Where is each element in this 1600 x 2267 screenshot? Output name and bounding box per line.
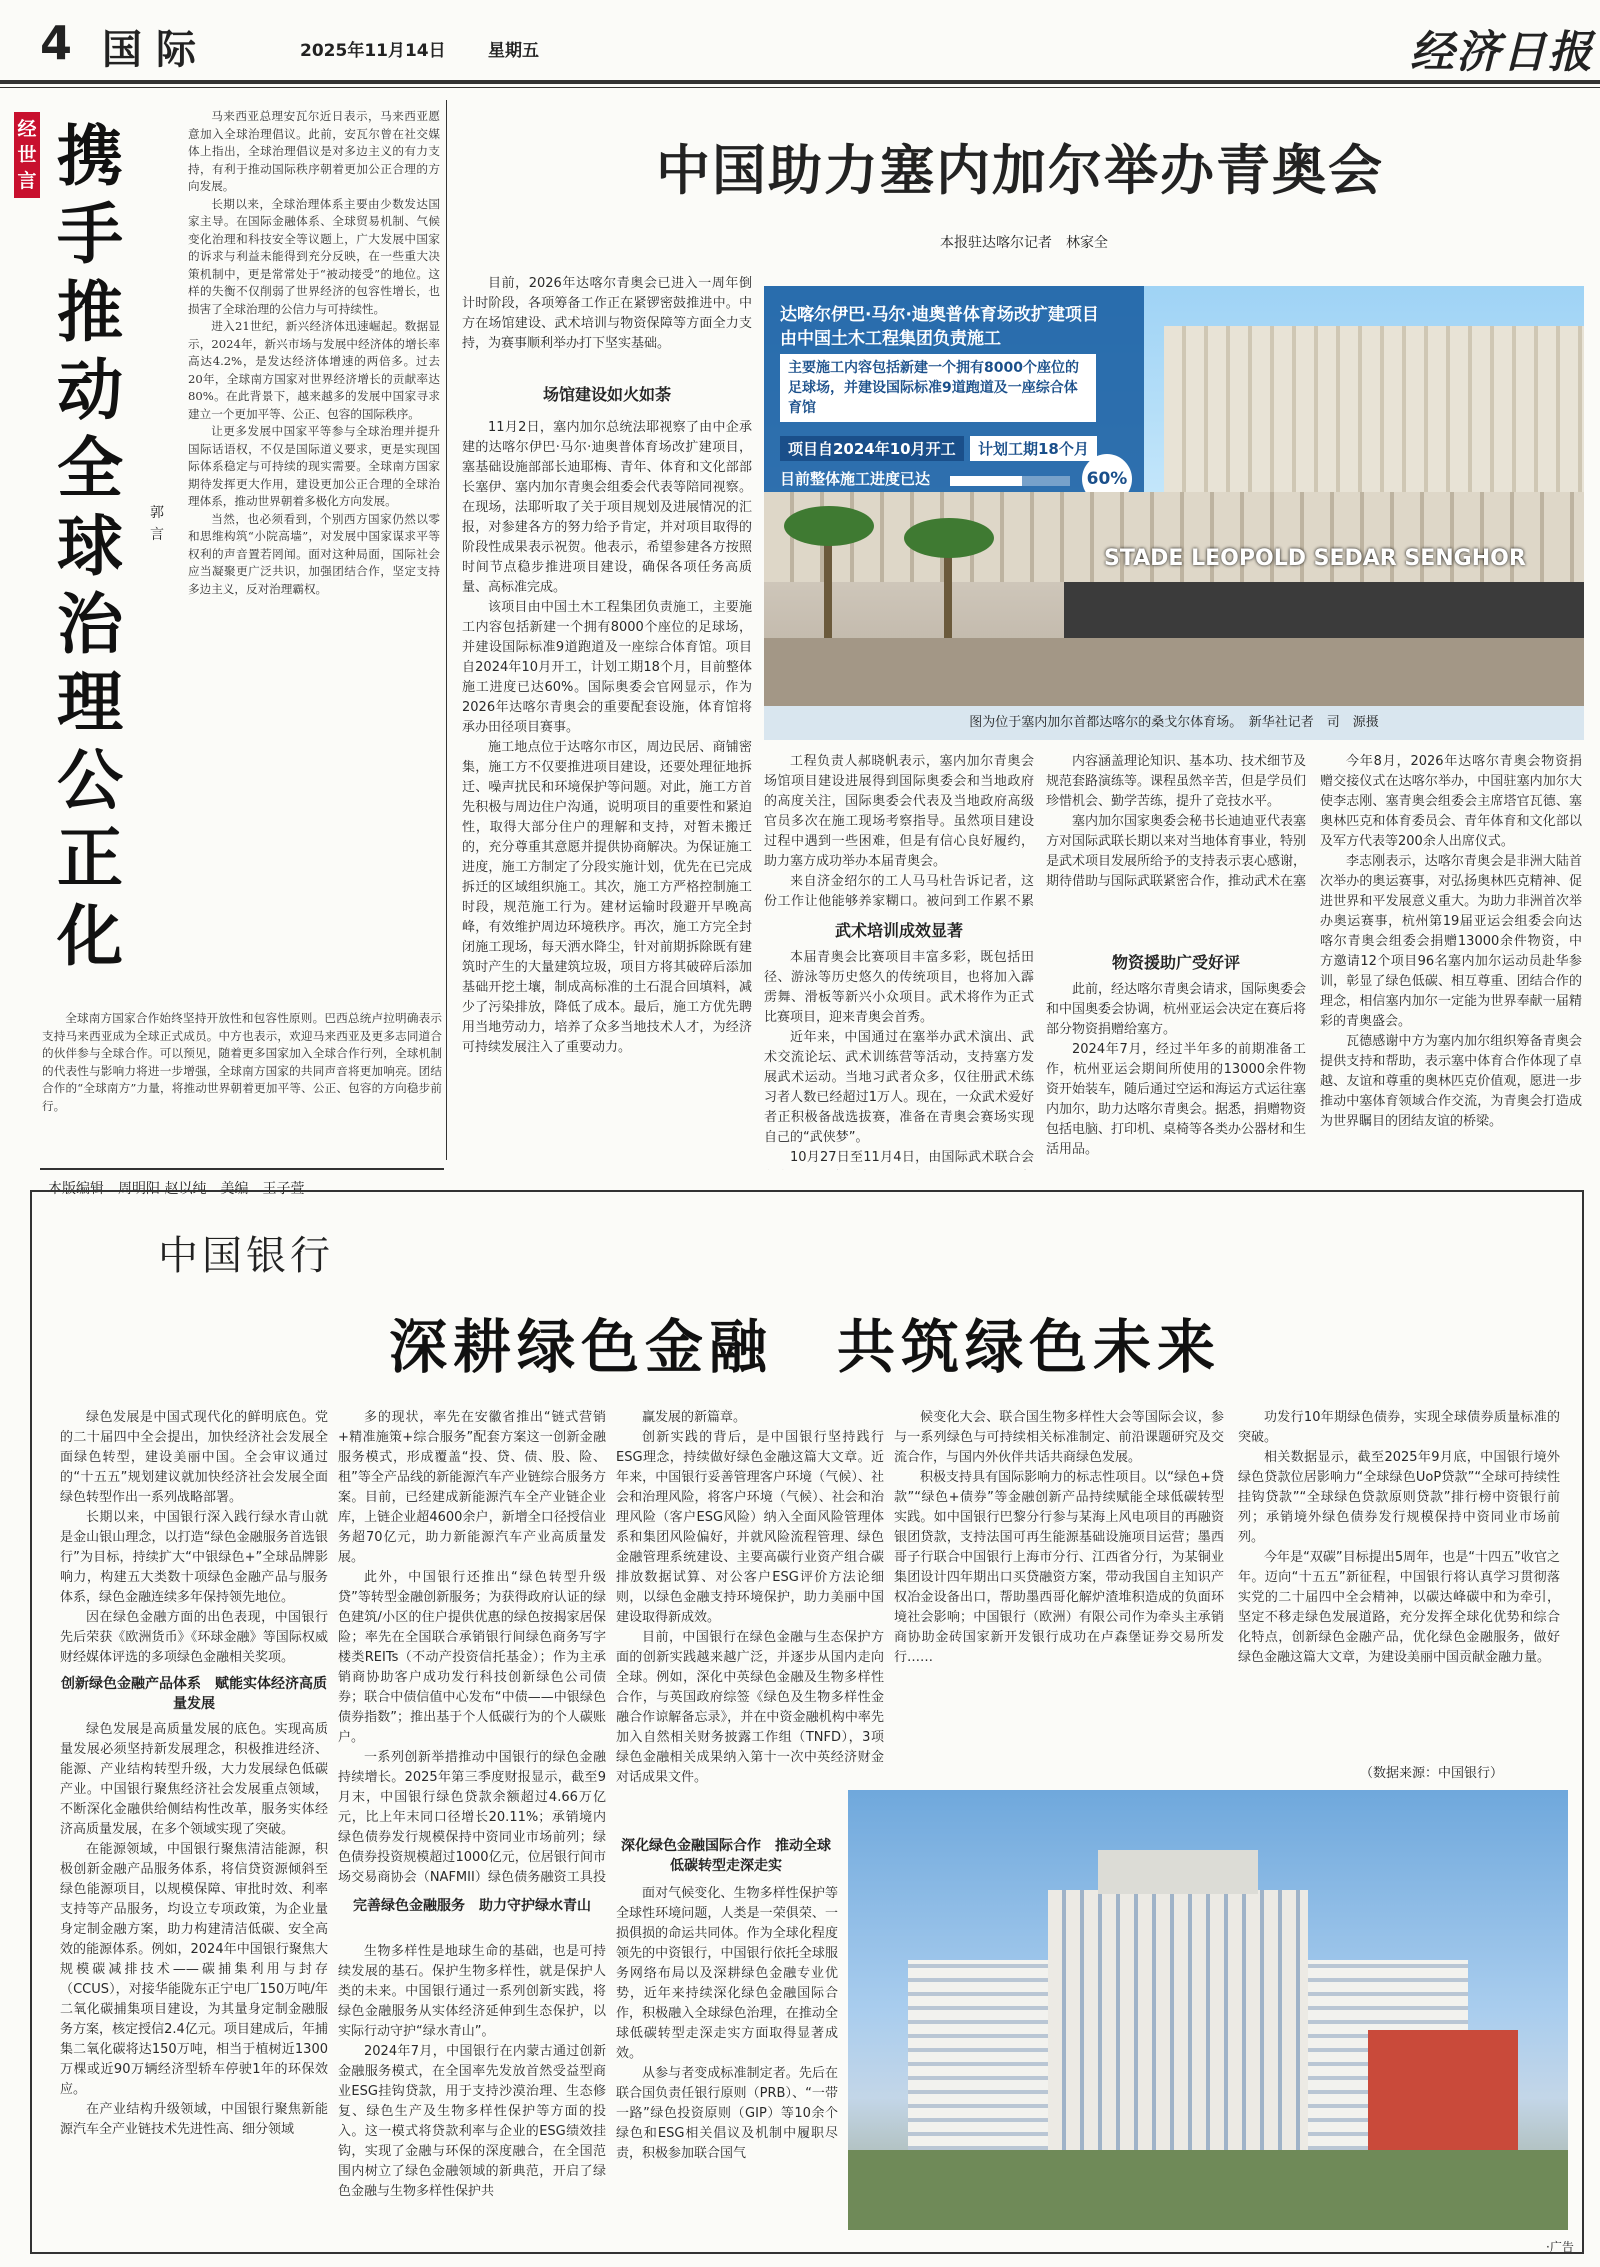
article-paragraph: 工程负责人郝晓帆表示，塞内加尔青奥会场馆项目建设进展得到国际奥委会和当地政府的高度关注，国际奥委会代表及当地政府高级官员多次在施工现场考察指导。虽然项目建设过程中遇到一些困难，但是有信心良好履约，助力塞方成功举办本届青奥会。: [764, 754, 1034, 869]
bank-paragraph: 多的现状，率先在安徽省推出“链式营销+精准施策+综合服务”配套方案这一创新金融服务模式，形成覆盖“投、贷、债、股、险、租”等全产品线的新能源汽车产业链综合服务方案。目前，已经建成新能源汽车全产业链企业库，上链企业超4600余户，新增全口径授信业务超70亿元，助力新能源汽车产业高质量发展。: [338, 1410, 606, 1565]
article-column-3b: [1046, 980, 1306, 1170]
bank-column-5: [1238, 1408, 1560, 1760]
bank-paragraph: 面对气候变化、生物多样性保护等全球性环境问题，人类是一荣俱荣、一损俱损的命运共同体。作为全球化程度领先的中资银行，中国银行依托全球服务网络布局以及深耕绿色金融专业优势，近年来持续深化绿色金融国际合作，积极融入全球绿色治理，在推动全球低碳转型走深走实方面取得显著成效。: [616, 1886, 838, 2061]
article-paragraph: 近年来，中国通过在塞举办武术演出、武术交流论坛、武术训练营等活动，支持塞方发展武术运动。当地习武者众多，仅往册武术练习者人数已经超过1万人。现在，一众武术爱好者正积极备战选拔赛，准备在青奥会赛场实现自己的“武侠梦”。: [764, 1030, 1034, 1145]
editor-label: 本版编辑: [48, 1181, 104, 1197]
advertisement-mark: ·广告: [1546, 2240, 1574, 2254]
bank-building-photo: [848, 1790, 1568, 2230]
staff-rule: [40, 1168, 444, 1170]
progress-track: [950, 476, 1070, 486]
article-paragraph: 今年8月，2026年达喀尔青奥会物资捐赠交接仪式在达喀尔举办，中国驻塞内加尔大使李志刚、塞青奥会组委会主席塔官瓦德、塞奥林匹克和体育委员会、青年体育和文化部以及军方代表等200余人出席仪式。: [1320, 754, 1582, 849]
article-column-2b: [764, 948, 1034, 1170]
plaza-ground: [764, 638, 1584, 706]
editorial-headline: 携手推动全球治理公正化: [57, 118, 123, 975]
article-column-1: [462, 418, 752, 1168]
stadium-photo: [764, 286, 1584, 706]
article-paragraph: 本届青奥会比赛项目丰富多彩，既包括田径、游泳等历史悠久的传统项目，也将加入霹雳舞、滑板等新兴小众项目。武术将作为正式比赛项目，迎来青奥会首秀。: [764, 950, 1034, 1025]
bank-name: 中国银行: [158, 1233, 334, 1279]
editor-names: 周明阳 赵以纯: [118, 1181, 207, 1197]
article-paragraph: 李志刚表示，达喀尔青奥会是非洲大陆首次举办的奥运赛事，对弘扬奥林匹克精神、促进世界和平发展意义重大。为助力非洲首次举办奥运赛事，杭州第19届亚运会组委会向达喀尔青奥会组委会捐赠13000余件物资，中方邀请12个项目96名塞内加尔运动员赴华参训，彰显了绿色低碳、相互尊重、团结合作的理念，相信塞内加尔一定能为世界奉献一届精彩的青奥盛会。: [1320, 854, 1582, 1029]
bank-column-2b: [338, 1942, 606, 2232]
photo-period: 计划工期18个月: [970, 436, 1097, 461]
article-paragraph: 内容涵盖理论知识、基本功、技术细节及规范套路演练等。课程虽然辛苦，但是学员们珍惜机会、勤学苦练，提升了竞技水平。: [1046, 754, 1306, 809]
subheading-venues: 场馆建设如火如荼: [542, 385, 671, 404]
article-column-3: [1046, 752, 1306, 892]
editorial-closing: [42, 1010, 442, 1115]
editorial-author: 郭言: [150, 505, 164, 543]
column-divider: [446, 100, 447, 1160]
newspaper-logo: 经济日报: [1410, 27, 1594, 78]
bank-trees: [848, 2150, 1568, 2230]
editorial-paragraph: 马来西亚总理安瓦尔近日表示，马来西亚愿意加入全球治理倡议。此前，安瓦尔曾在社交媒体上指出，全球治理倡议是对多边主义的有力支持，有利于推动国际秩序朝着更加公正合理的方向发展。: [188, 109, 440, 193]
bank-headline: 深耕绿色金融 共筑绿色未来: [388, 1313, 1221, 1381]
photo-caption: 图为位于塞内加尔首都达喀尔的桑戈尔体育场。 新华社记者 司 源摄: [764, 706, 1584, 740]
editorial-paragraph: 当然，也必须看到，个别西方国家仍然以零和思维构筑“小院高墙”，对发展中国家谋求平等权利的声音置若罔闻。面对这种局面，国际社会应当凝聚更广泛共识，加强团结合作，坚定支持多边主义，反对治理霸权。: [188, 511, 440, 596]
bank-paragraph: 创新实践的背后，是中国银行坚持践行ESG理念，持续做好绿色金融这篇大文章。近年来，中国银行妥善管理客户环境（气候）、社会和治理风险，将客户环境（气候）、社会和治理风险（客户ESG风险）纳入全面风险管理体系和集团风险偏好，并就风险流程管理、绿色金融管理系统建设、主要高碳行业资产组合碳排放数据试算、对公客户ESG评价方法论细则，以绿色金融支持环境保护，助力美丽中国建设取得新成效。: [616, 1430, 884, 1625]
bank-paragraph: 一系列创新举措推动中国银行的绿色金融持续增长。2025年第三季度财报显示，截至9月末，中国银行绿色贷款余额超过4.66万亿元，比上年末同口径增长20.11%；承销境内绿色债券发行规模保持中资同业市场前列；绿色债券投资规模超过1000亿元，位居银行间市场交易商协会（NAFMII）绿色债务融资工具投: [338, 1750, 606, 1885]
bank-subheading-2: 完善绿色金融服务 助力守护绿水青山: [353, 1898, 591, 1914]
article-paragraph: 2024年7月，经过半年多的前期准备工作，杭州亚运会期间所使用的13000余件物资开始装车，随后通过空运和海运方式运往塞内加尔，助力达喀尔青奥会。据悉，捐赠物资包括电脑、打印机、桌椅等各类办公器材和生活用品。: [1046, 1042, 1306, 1157]
photo-progress-label: 目前整体施工进度已达: [780, 470, 931, 488]
bank-paragraph: 此外，中国银行还推出“绿色转型升级贷”等转型金融创新服务；为获得政府认证的绿色建筑/小区的住户提供优惠的绿色按揭家居保险；率先在全国联合承销银行间绿色商务写字楼类REITs（不动产投资信托基金）；作为主承销商协助客户成功发行科技创新绿色公司债券；联合中债信值中心发布“中债——中银绿色债券指数”；推出基于个人低碳行为的个人碳账户。: [338, 1570, 606, 1745]
issue-date: 2025年11月14日: [300, 41, 446, 61]
bank-column-1b: [60, 1720, 328, 2230]
bank-data-source: （数据来源：中国银行）: [1360, 1766, 1504, 1781]
bank-paragraph: 长期以来，中国银行深入践行绿水青山就是金山银山理念，以打造“绿色金融服务首选银行”为目标，持续扩大“中银绿色+”全球品牌影响力，构建五大类数十项绿色金融产品与服务体系，绿色金融连续多年保持领先地位。: [60, 1510, 328, 1605]
bank-column-3b: [616, 1884, 838, 2232]
article-paragraph: 此前，经达喀尔青奥会请求，国际奥委会和中国奥委会协调，杭州亚运会决定在赛后将部分物资捐赠给塞方。: [1046, 982, 1306, 1037]
bank-paragraph: 绿色发展是中国式现代化的鲜明底色。党的二十届四中全会提出，加快经济社会发展全面绿色转型，建设美丽中国。全会审议通过的“十五五”规划建议就加快经济社会发展全面绿色转型作出一系列战略部署。: [60, 1410, 328, 1505]
bank-paragraph: 候变化大会、联合国生物多样性大会等国际会议，参与一系列绿色与可持续相关标准制定、前沿课题研究及交流合作，与国内外伙伴共话共商绿色发展。: [894, 1410, 1224, 1465]
article-paragraph: 塞内加尔国家奥委会秘书长迪迪亚代表塞方对国际武联长期以来对当地体育事业，特别是武术项目发展所给予的支持表示衷心感谢，期待借助与国际武联紧密合作，推动武术在塞: [1046, 814, 1306, 889]
bank-paragraph: 生物多样性是地球生命的基础，也是可持续发展的基石。保护生物多样性，就是保护人类的未来。中国银行通过一系列创新实践，将绿色金融服务从实体经济延伸到生态保护，以实际行动守护“绿水青山”。: [338, 1944, 606, 2039]
bank-subheading-3: 深化绿色金融国际合作 推动全球低碳转型走深走实: [621, 1838, 831, 1874]
bank-paragraph: 今年是“双碳”目标提出5周年，也是“十四五”收官之年。迈向“十五五”新征程，中国银行将认真学习贯彻落实党的二十届四中全会精神，以碳达峰碳中和为牵引，坚定不移走绿色发展道路，充分发挥全球化优势和综合化特点，创新绿色金融产品，优化绿色金融服务，做好绿色金融这篇大文章，为建设美丽中国贡献金融力量。: [1238, 1550, 1560, 1665]
lead-paragraph: 目前，2026年达喀尔青奥会已进入一周年倒计时阶段，各项筹备工作正在紧锣密鼓推进中。中方在场馆建设、武术培训与物资保障等方面全力支持，为赛事顺利举办打下坚实基础。: [462, 276, 752, 351]
photo-scope-box: 主要施工内容包括新建一个拥有8000个座位的足球场，并建设国际标准9道跑道及一座综合体育馆: [780, 354, 1096, 422]
bank-red-facade: [1368, 2030, 1518, 2150]
article-paragraph: 11月2日，塞内加尔总统法耶视察了由中企承建的达喀尔伊巴·马尔·迪奥普体育场改扩建项目，塞基础设施部部长迪耶梅、青年、体育和文化部部长塞伊、塞内加尔青奥会组委会代表等陪同视察。在现场，法耶听取了关于项目规划及进展情况的汇报，对参建各方的努力给予肯定，并对项目取得的阶段性成果表示祝贺。他表示，希望参建各方按照时间节点稳步推进项目建设，确保各项任务高质量、高标准完成。: [462, 420, 752, 595]
page-number: 4: [40, 16, 73, 70]
bank-column-2: [338, 1408, 606, 1888]
article-paragraph: 来自济金绍尔的工人马马杜告诉记者，这份工作让他能够养家糊口。被问到工作累不累: [764, 874, 1034, 909]
editorial-body: [188, 108, 440, 1008]
palm-tree-leaves: [784, 506, 874, 546]
designer-label: 美编: [220, 1181, 249, 1197]
bank-paragraph: 因在绿色金融方面的出色表现，中国银行先后荣获《欧洲货币》《环球金融》等国际权威财经媒体评选的多项绿色金融相关奖项。: [60, 1610, 328, 1665]
editorial-paragraph: 长期以来，全球治理体系主要由少数发达国家主导。在国际金融体系、全球贸易机制、气候变化治理和科技安全等议题上，广大发展中国家的诉求与利益未能得到充分反映，在一些重大决策机制中，更是常常处于“被动接受”的地位。这样的失衡不仅削弱了世界经济的包容性增长，也损害了全球治理的公信力与可持续性。: [188, 196, 440, 316]
article-headline: 中国助力塞内加尔举办青奥会: [656, 138, 1384, 202]
section-name: 国际: [102, 26, 210, 73]
masthead-rule-thin: [0, 87, 1600, 88]
palm-tree-leaves: [904, 518, 994, 558]
article-paragraph: 施工地点位于达喀尔市区，周边民居、商铺密集，施工方不仅要推进项目建设，还要处理征地拆迁、噪声扰民和环境保护等问题。对此，施工方首先积极与周边住户沟通，说明项目的重要性和紧迫性，取得大部分住户的理解和支持，对暂未搬迁的，充分尊重其意愿并提供协商解决。为保证施工进度，施工方制定了分段实施计划，优先在已完成拆迁的区域组织施工。其次，施工方严格控制施工时段，规范施工行为。建材运输时段避开早晚高峰，有效维护周边环境秩序。再次，施工方完全封闭施工现场，每天洒水降尘，针对前期拆除既有建筑时产生的大量建筑垃圾，项目方将其破碎后添加基础开挖土壤，制成高标准的土石混合回填料，减少了污染排放，降低了成本。最后，施工方优先聘用当地劳动力，培养了众多当地技术人才，为经济可持续发展注入了重要动力。: [462, 740, 752, 1055]
article-column-4: [1320, 752, 1582, 1170]
subheading-supplies: 物资援助广受好评: [1111, 953, 1240, 972]
editorial-column-tag: 经世言: [14, 112, 40, 198]
photo-start-date: 项目自2024年10月开工: [780, 436, 964, 461]
issue-weekday: 星期五: [488, 41, 539, 61]
editorial-paragraph: 进入21世纪，新兴经济体迅速崛起。数据显示，2024年，新兴市场与发展中经济体的增长率高达4.2%，是发达经济体增速的两倍多。过去20年，全球南方国家对世界经济增长的贡献率达80%。在此背景下，越来越多的发展中国家寻求建立一个更加平等、公正、包容的国际秩序。: [188, 319, 440, 421]
progress-fill: [950, 476, 1022, 486]
photo-banner-contractor: 由中国土木工程集团负责施工: [780, 329, 1001, 349]
designer-name: 王子萱: [262, 1181, 305, 1197]
bank-paragraph: 在产业结构升级领域，中国银行聚焦新能源汽车全产业链技术先进性高、细分领域: [60, 2102, 328, 2137]
article-paragraph: 该项目由中国土木工程集团负责施工，主要施工内容包括新建一个拥有8000个座位的足球场，并建设国际标准9道跑道及一座综合体育馆。项目自2024年10月开工，计划工期18个月，目前整体施工进度已达60%。国际奥委会官网显示，作为2026年达喀尔青奥会的重要配套设施，体育馆将承办田径项目赛事。: [462, 600, 752, 735]
bank-paragraph: 在能源领域，中国银行聚焦清洁能源，积极创新金融产品服务体系，将信贷资源倾斜至绿色能源项目，以规模保障、审批时效、利率支持等产品服务，均设立专项政策，为企业量身定制金融方案，助力构建清洁低碳、安全高效的能源体系。例如，2024年中国银行聚焦大规模碳减排技术——碳捕集利用与封存（CCUS），对接华能陇东正宁电厂150万吨/年二氧化碳捕集项目建设，为其量身定制金融服务方案，核定授信2.4亿元。项目建成后，年捕集二氧化碳将达150万吨，相当于植树近1300万棵或近90万辆经济型轿车停驶1年的环保效应。: [60, 1842, 328, 2097]
bank-paragraph: 绿色发展是高质量发展的底色。实现高质量发展必须坚持新发展理念，积极推进经济、能源、产业结构转型升级，大力发展绿色低碳产业。中国银行聚焦经济社会发展重点领域，不断深化金融供给侧结构性改革，服务实体经济高质量发展，在多个领域实现了突破。: [60, 1722, 328, 1837]
editorial-closing-text: 全球南方国家合作始终坚持开放性和包容性原则。巴西总统卢拉明确表示支持马来西亚成为全球正式成员。中方也表示，欢迎马来西亚及更多志同道合的伙伴参与全球合作。可以预见，随着更多国家加入全球合作行列，全球机制的代表性与影响力将进一步增强，全球南方国家的共同声音将更加响亮。团结合作的“全球南方”力量，将推动世界朝着更加平等、公正、包容的方向稳步前行。: [42, 1011, 442, 1113]
article-byline: 本报驻达喀尔记者 林家全: [940, 235, 1108, 251]
bank-paragraph: 功发行10年期绿色债券，实现全球债券质量标准的突破。: [1238, 1410, 1560, 1445]
bank-column-4: [894, 1408, 1224, 1784]
stadium-entrance: [1064, 582, 1584, 638]
bank-paragraph: 从参与者变成标准制定者。先后在联合国负责任银行原则（PRB）、“一带一路”绿色投资原则（GIP）等10余个绿色和ESG相关倡议及机制中履职尽责，积极参加联合国气: [616, 2066, 838, 2161]
bank-paragraph: 积极支持具有国际影响力的标志性项目。以“绿色+贷款”“绿色+债券”等金融创新产品持续赋能全球低碳转型实践。如中国银行巴黎分行参与某海上风电项目的再融资银团贷款，支持法国可再生能源基础设施项目运营；墨西哥子行联合中国银行上海市分行、江西省分行，为某铜业集团设计四年期出口买贷融资方案，带动我国自主知识产权冶金设备出口，帮助墨西哥化解炉渣堆积造成的负面环境社会影响；中国银行（欧洲）有限公司作为牵头主承销商协助金砖国家新开发银行成功在卢森堡证券交易所发行……: [894, 1470, 1224, 1665]
stadium-sign: STADE LEOPOLD SEDAR SENGHOR: [1104, 546, 1526, 571]
bank-building-tower: [1048, 1890, 1308, 2160]
article-lead: [462, 274, 752, 374]
bank-paragraph: 2024年7月，中国银行在内蒙古通过创新金融服务模式，在全国率先发放首然受益型商业ESG挂钩贷款，用于支持沙漠治理、生态修复、绿色生产及生物多样性保护等方面的投入。这一模式将贷款利率与企业的ESG绩效挂钩，实现了金融与环保的深度融合，在全国范围内树立了绿色金融领域的新典范，开启了绿色金融与生物多样性保护共: [338, 2044, 606, 2199]
bank-building-roof: [1098, 1850, 1258, 1894]
photo-banner-project: 达喀尔伊巴·马尔·迪奥普体育场改扩建项目: [780, 305, 1099, 325]
masthead-rule: [0, 80, 1600, 84]
subheading-wushu: 武术培训成效显著: [834, 921, 963, 940]
editorial-paragraph: 让更多发展中国家平等参与全球治理并提升国际话语权，不仅是国际道义要求，更是实现国际体系稳定与可持续的现实需要。全球南方国家期待发挥更大作用，建设更加公正合理的全球治理体系，推动世界朝着多极化方向发展。: [188, 424, 440, 508]
bank-subheading-1: 创新绿色金融产品体系 赋能实体经济高质量发展: [61, 1676, 327, 1712]
article-paragraph: 瓦德感谢中方为塞内加尔组织筹备青奥会提供支持和帮助，表示塞中体育合作体现了卓越、友谊和尊重的奥林匹克价值观，愿进一步推动中塞体育领域合作交流，为青奥会打造成为世界瞩目的团结友谊的桥梁。: [1320, 1034, 1582, 1129]
bank-paragraph: 目前，中国银行在绿色金融与生态保护方面的创新实践越来越广泛，并逐步从国内走向全球。例如，深化中英绿色金融及生物多样性合作，与英国政府综签《绿色及生物多样性金融合作谅解备忘录》，并在中资金融机构中率先加入自然相关财务披露工作组（TNFD），3项绿色金融相关成果纳入第十一次中英经济财金对话成果文件。: [616, 1630, 884, 1785]
article-column-2: [764, 752, 1034, 912]
article-paragraph: 10月27日至11月4日，由国际武术联合会: [790, 1150, 1034, 1165]
bank-paragraph: 赢发展的新篇章。: [642, 1410, 747, 1425]
bank-paragraph: 相关数据显示，截至2025年9月底，中国银行境外绿色贷款位居影响力“全球绿色UoP贷款”“全球可持续性挂钩贷款”“全球绿色贷款原则贷款”排行榜中资银行前列；承销境外绿色债券发行规模保持中资同业市场前列。: [1238, 1450, 1560, 1545]
photo-progress-badge: 60%: [1082, 454, 1132, 504]
bank-column-1: [60, 1408, 328, 1668]
bank-column-3: [616, 1408, 884, 1828]
